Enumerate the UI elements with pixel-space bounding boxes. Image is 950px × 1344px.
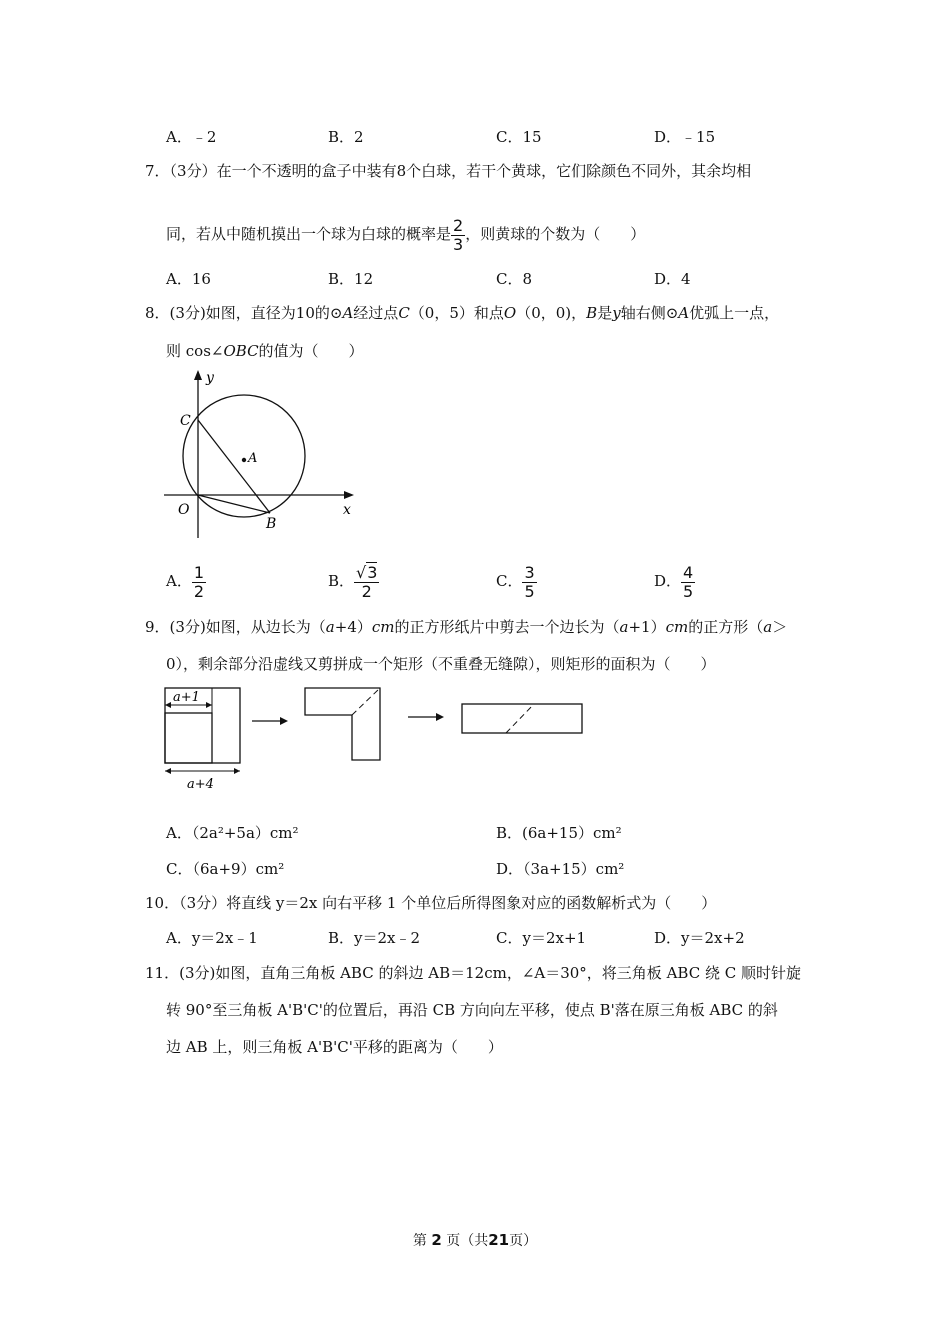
q8-text-2: 经过点 [353, 304, 399, 322]
q8-line2-text-a: 则 cos∠ [166, 342, 224, 360]
q11-line-1: 11．(3分)如图，直角三角板 ABC 的斜边 AB＝12cm，∠A＝30°，将三角板 ABC 绕 C 顺时针旋 [145, 964, 801, 982]
q8-c-den: 5 [524, 581, 535, 601]
q8-text-1: 8．(3分)如图，直径为10的⊙ [145, 304, 343, 322]
label-o: O [178, 502, 190, 518]
q8-option-c-fraction [522, 564, 536, 601]
arrow-right-icon [280, 717, 288, 725]
segment-cb [198, 420, 270, 513]
q8-b-den: 2 [361, 581, 372, 601]
q6-option-c: C．15 [496, 128, 542, 146]
q8-line2-text-b: 的值为（ ） [258, 342, 364, 360]
q9-line-2: 0），剩余部分沿虚线又剪拼成一个矩形（不重叠无缝隙），则矩形的面积为（ ） [166, 655, 716, 673]
q9-var-a-1: a [325, 618, 335, 636]
q8-text-5: 是 [597, 304, 613, 322]
footer-post: 页） [509, 1233, 538, 1249]
q8-option-a-label: A． [166, 572, 192, 590]
footer-pre: 第 [412, 1233, 427, 1249]
q9-text-1: 9．(3分)如图，从边长为（ [145, 618, 326, 636]
q8-var-b: B [586, 304, 598, 322]
q6-option-a: A．﹣2 [166, 128, 217, 146]
q8-option-c-label: C． [496, 572, 523, 590]
q7-option-b: B．12 [328, 270, 374, 288]
q8-a-num: 1 [193, 562, 205, 582]
q10-line: 10．（3分）将直线 y＝2x 向右平移 1 个单位后所得图象对应的函数解析式为（ ） [145, 894, 717, 912]
q8-circle-figure [160, 368, 360, 543]
q8-var-obc: OBC [223, 342, 259, 360]
q8-option-b [328, 561, 379, 601]
q10-option-c: C．y＝2x+1 [496, 929, 587, 947]
q7-option-d: D．4 [654, 270, 691, 288]
q7-frac-den: 3 [453, 234, 464, 254]
q9-line-1 [145, 617, 787, 637]
q8-option-d-label: D． [654, 572, 682, 590]
q8-c-num: 3 [524, 562, 535, 582]
q8-var-c: C [398, 304, 410, 322]
q9-var-a-2: a [619, 618, 629, 636]
rectangle-dashed-line [506, 704, 534, 733]
q8-d-num: 4 [683, 562, 694, 582]
q11-line-3: 边 AB 上，则三角板 A'B'C'平移的距离为（ ） [166, 1038, 503, 1056]
q9-option-b: B．(6a+15）cm² [496, 824, 622, 842]
q8-option-b-label: B． [328, 572, 355, 590]
q7-text-before: 同，若从中随机摸出一个球为白球的概率是 [166, 225, 452, 243]
q9-unit-cm-1: cm [371, 618, 395, 636]
arrow-right-icon [436, 713, 444, 721]
q9-text-4: +1） [628, 618, 666, 636]
q8-option-c [496, 561, 537, 601]
dim-arrow-icon [234, 768, 240, 774]
label-b: B [266, 516, 277, 532]
cut-square [165, 713, 212, 763]
q6-option-d: D．﹣15 [654, 128, 716, 146]
l-shape-dashed-cut [352, 688, 380, 715]
q7-frac-num: 2 [453, 215, 464, 235]
q8-line-2 [166, 341, 364, 361]
circle-a [183, 395, 305, 517]
q8-var-a: A [342, 304, 354, 322]
q9-text-5: 的正方形（ [688, 618, 764, 636]
dim-arrow-icon [165, 702, 171, 708]
q6-option-b: B．2 [328, 128, 364, 146]
q8-b-radicand: 3 [367, 562, 378, 582]
footer-total-pages: 21 [488, 1231, 510, 1249]
center-point-a [242, 458, 246, 462]
sqrt-icon: √ [356, 562, 367, 582]
q11-line-2: 转 90°至三角板 A'B'C'的位置后，再沿 CB 方向向左平移，使点 B'落在原三角板 ABC 的斜 [166, 1001, 778, 1019]
q9-unit-cm-2: cm [665, 618, 689, 636]
q8-b-num [354, 564, 379, 583]
dim-arrow-icon [206, 702, 212, 708]
label-y: y [206, 370, 214, 386]
q8-text-6: 轴右侧⊙ [620, 304, 679, 322]
q9-option-d: D．（3a+15）cm² [496, 860, 625, 878]
label-a-plus-4: a+4 [187, 777, 214, 792]
q8-option-b-fraction [354, 564, 379, 601]
q7-probability-fraction [451, 217, 465, 254]
q7-line-1: 7．（3分）在一个不透明的盒子中装有8个白球，若干个黄球，它们除颜色不同外，其余均相 [145, 162, 752, 180]
q10-option-d: D．y＝2x+2 [654, 929, 745, 947]
q8-option-a-fraction [192, 564, 206, 601]
q9-option-c: C．（6a+9）cm² [166, 860, 285, 878]
label-x: x [343, 502, 351, 518]
q7-option-a: A．16 [166, 270, 211, 288]
q8-option-d-fraction [681, 564, 695, 601]
q9-text-6: ＞ [772, 618, 788, 636]
q8-var-o: O [503, 304, 517, 322]
result-rectangle [462, 704, 582, 733]
q9-var-a-3: a [763, 618, 773, 636]
segment-ob [198, 495, 270, 513]
page-footer [0, 1230, 950, 1250]
label-a-plus-1: a+1 [173, 690, 200, 705]
x-axis-arrow-icon [344, 491, 354, 499]
q7-option-c: C．8 [496, 270, 533, 288]
label-c: C [180, 413, 191, 429]
q9-text-2: +4） [334, 618, 372, 636]
dim-arrow-icon [165, 768, 171, 774]
q8-var-a-2: A [678, 304, 690, 322]
footer-mid: 页（共 [446, 1233, 489, 1249]
q9-square-figure [160, 685, 600, 795]
q9-text-3: 的正方形纸片中剪去一个边长为（ [394, 618, 620, 636]
q8-d-den: 5 [683, 581, 694, 601]
q9-option-a: A．（2a²+5a）cm² [166, 824, 299, 842]
q8-option-a [166, 561, 206, 601]
y-axis-arrow-icon [194, 370, 202, 380]
q8-text-4: （0，0)， [516, 304, 587, 322]
q7-line-2 [166, 213, 645, 255]
q10-option-b: B．y＝2x﹣2 [328, 929, 421, 947]
q8-text-3: （0，5）和点 [409, 304, 504, 322]
q8-line-1 [145, 303, 779, 323]
q8-var-y: y [612, 304, 621, 322]
q10-option-a: A．y＝2x﹣1 [166, 929, 258, 947]
q7-text-after: ，则黄球的个数为（ ） [465, 225, 646, 243]
q8-option-d [654, 561, 695, 601]
footer-page-number: 2 [431, 1231, 442, 1249]
q8-a-den: 2 [193, 581, 205, 601]
label-a: A [248, 451, 258, 466]
q8-text-7: 优弧上一点， [689, 304, 780, 322]
